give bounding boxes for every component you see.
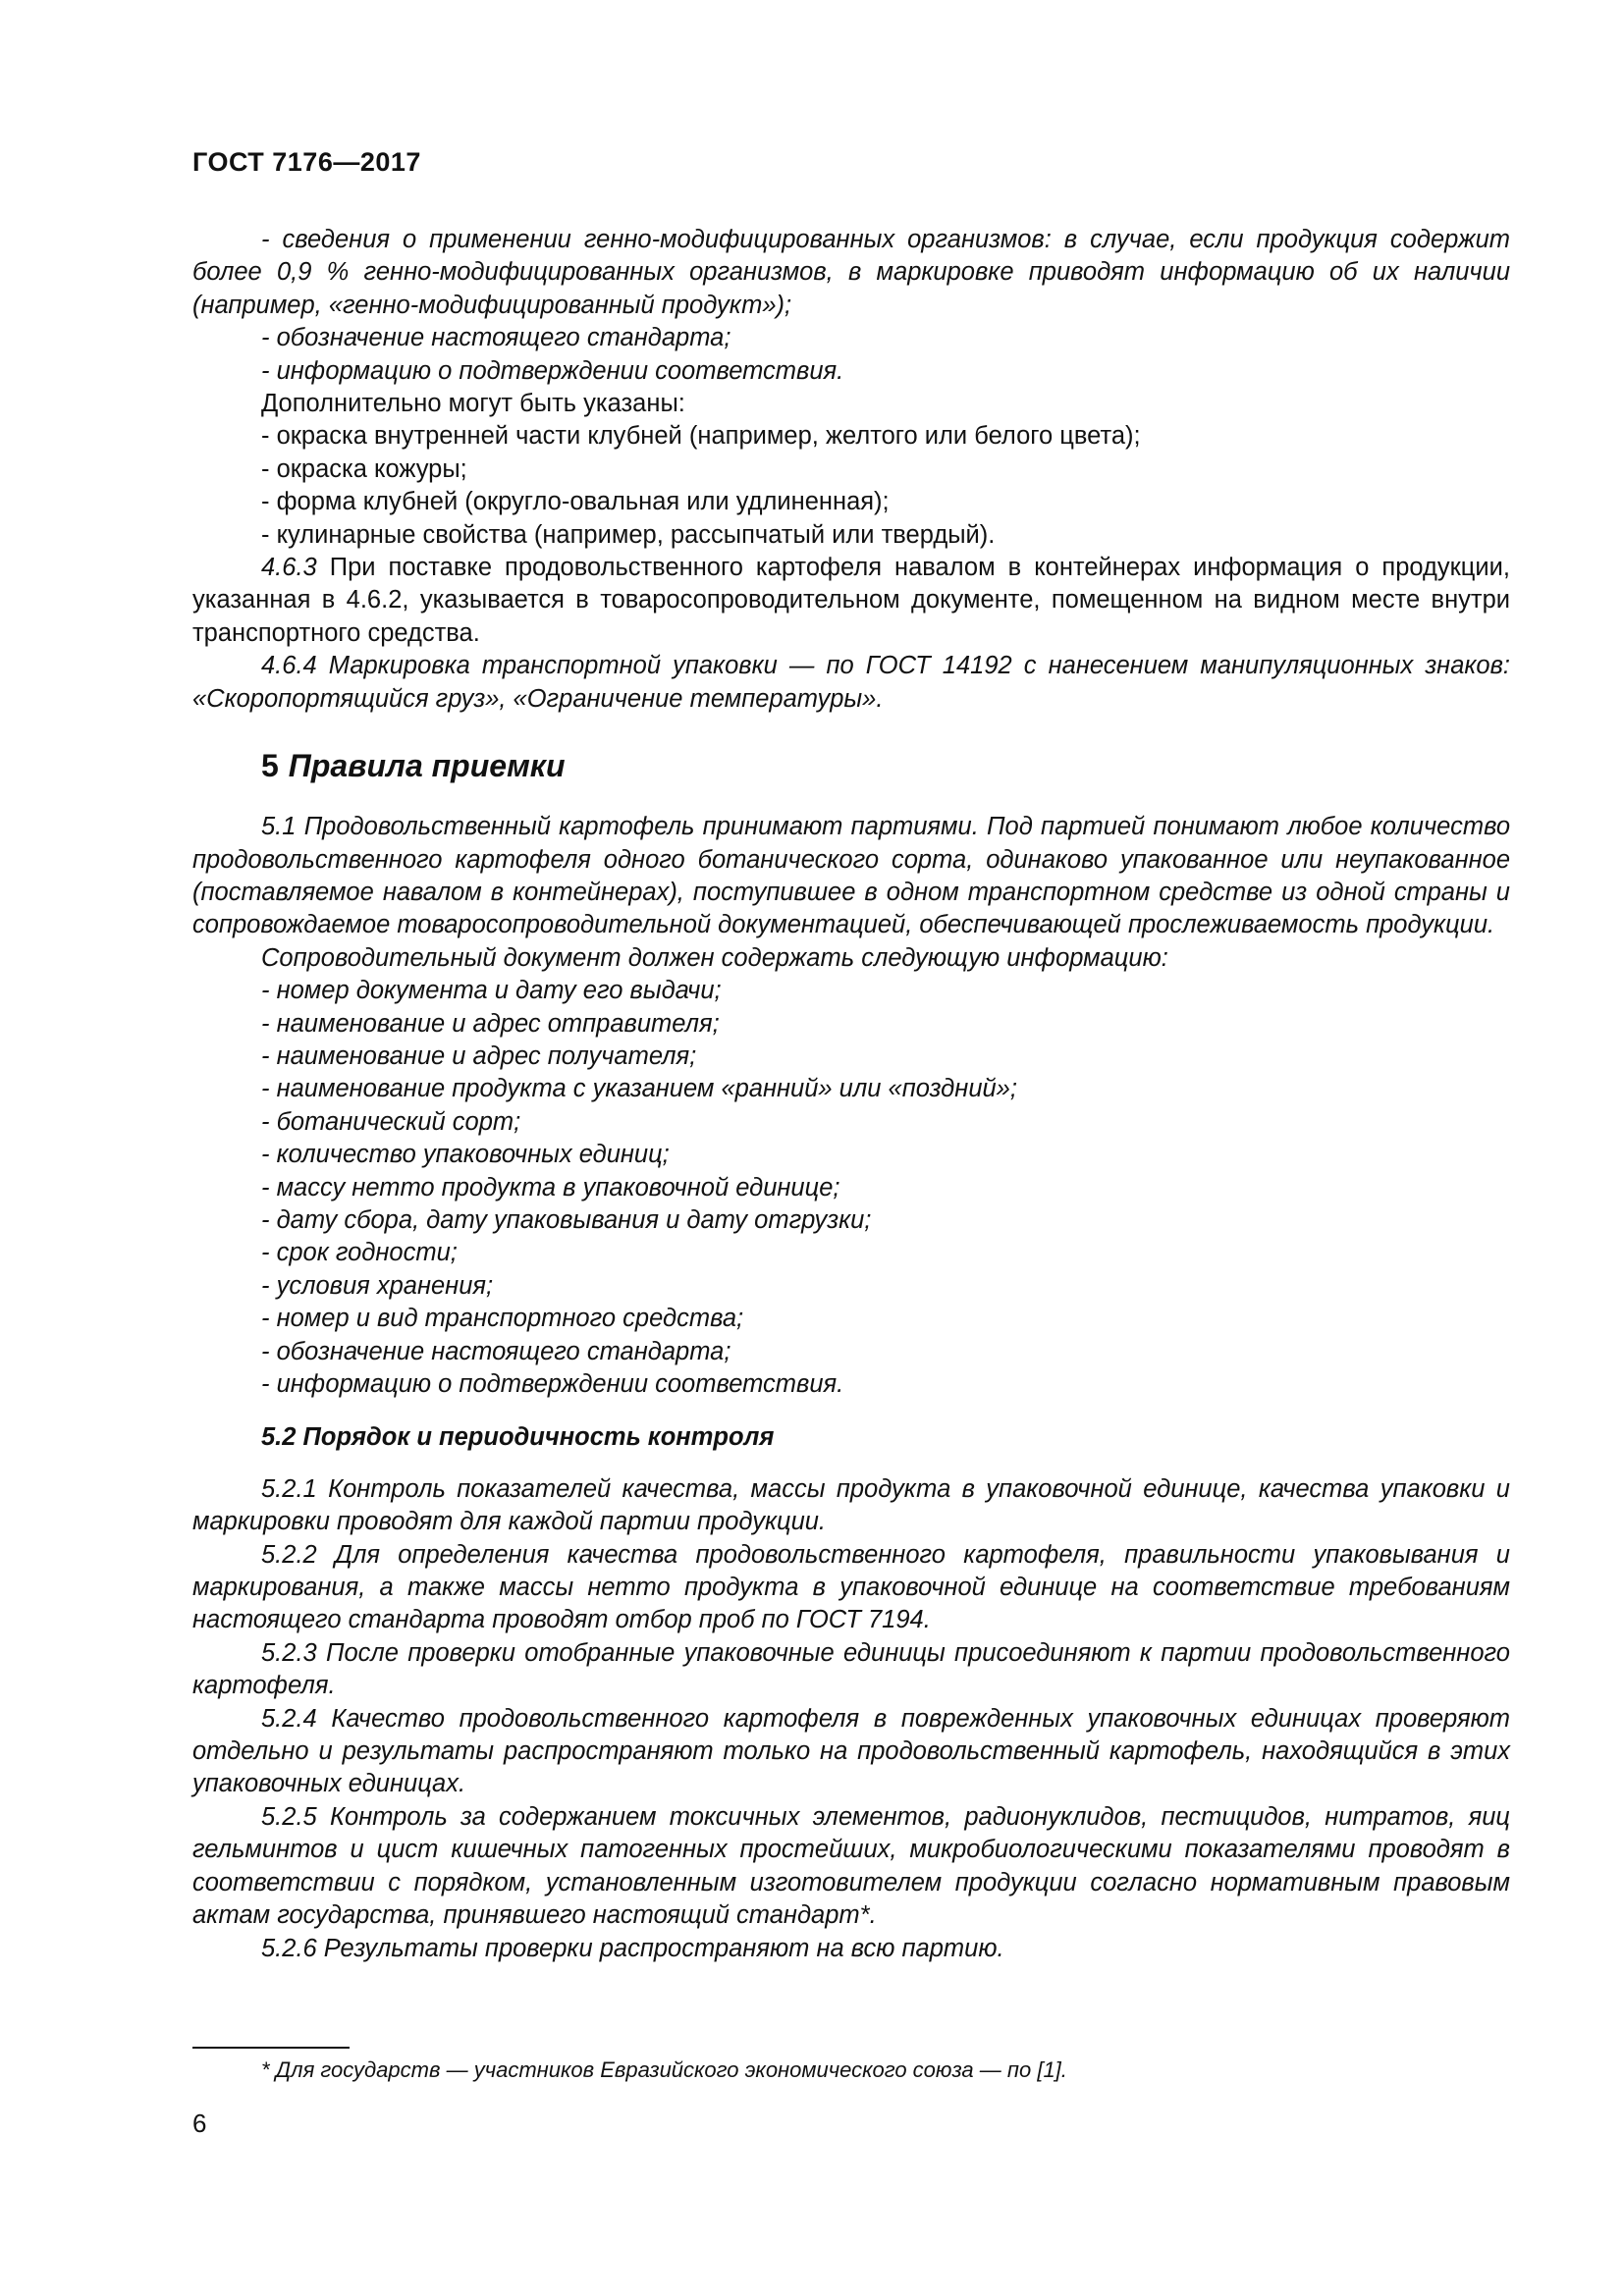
list-item: - наименование продукта с указанием «ранний» или «поздний»; bbox=[261, 1075, 1017, 1103]
document-header: ГОСТ 7176—2017 bbox=[192, 147, 421, 177]
section-heading bbox=[261, 746, 1510, 785]
list-item: - срок годности; bbox=[261, 1239, 458, 1267]
list-item: - количество упаковочных единиц; bbox=[261, 1141, 670, 1169]
paragraph-5-2-5: 5.2.5 Контроль за содержанием токсичных элементов, радионуклидов, пестицидов, нитратов, яиц гельминтов и цист кишечных патогенных простейших, микробиологическими показателями проводят в соответствии с порядком, установленным изготовителем продукции согласно нормативным правовым актам государства, принявшего настоящий стандарт*. bbox=[192, 1802, 1510, 1930]
list-item: - обозначение настоящего стандарта; bbox=[261, 324, 731, 352]
paragraph-5-2-4: 5.2.4 Качество продовольственного картофеля в поврежденных упаковочных единицах проверяют отдельно и результаты распространяют только на продовольственный картофель, находящийся в этих упаковочных единицах. bbox=[192, 1704, 1510, 1798]
section-number: 5 bbox=[261, 748, 279, 784]
list-item: - наименование и адрес отправителя; bbox=[261, 1009, 720, 1038]
paragraph-5-2-1: 5.2.1 Контроль показателей качества, массы продукта в упаковочной единице, качества упаковки и маркировки проводят для каждой партии продукции. bbox=[192, 1474, 1510, 1536]
list-item: - информацию о подтверждении соответствия. bbox=[261, 356, 844, 385]
subsection-heading: 5.2 Порядок и периодичность контроля bbox=[261, 1423, 775, 1452]
list-item: - кулинарные свойства (например, рассыпчатый или твердый). bbox=[261, 520, 996, 549]
list-item: - обозначение настоящего стандарта; bbox=[261, 1337, 731, 1365]
list-item: - информацию о подтверждении соответствия. bbox=[261, 1370, 844, 1398]
paragraph-5-2-3: 5.2.3 После проверки отобранные упаковочные единицы присоединяют к партии продовольственного картофеля. bbox=[192, 1638, 1510, 1700]
paragraph-5-1: 5.1 Продовольственный картофель принимают партиями. Под партией понимают любое количество продовольственного картофеля одного ботанического сорта, одинаково упакованное или неупакованное (поставляемое навалом в контейнерах), поступившее в одном транспортном средстве из одной страны и сопровождаемое товаросопроводительной документацией, обеспечивающей прослеживаемость продукции. bbox=[192, 813, 1510, 939]
section-title: Правила приемки bbox=[288, 748, 566, 784]
page-number: 6 bbox=[192, 2109, 207, 2138]
list-item: - номер и вид транспортного средства; bbox=[261, 1305, 744, 1333]
paragraph-4-6-4: 4.6.4 Маркировка транспортной упаковки — по ГОСТ 14192 с нанесением манипуляционных знаков: «Скоропортящийся груз», «Ограничение температуры». bbox=[192, 652, 1510, 713]
list-item: - условия хранения; bbox=[261, 1271, 494, 1300]
paragraph-5-2-2: 5.2.2 Для определения качества продовольственного картофеля, правильности упаковывания и маркирования, а также массы нетто продукта в упаковочной единице на соответствие требованиям настоящего стандарта проводят отбор проб по ГОСТ 7194. bbox=[192, 1540, 1510, 1634]
gmo-info-paragraph: - сведения о применении генно-модифицированных организмов: в случае, если продукция содержит более 0,9 % генно-модифицированных организмов, в маркировке приводят информацию об их наличии (например, «генно-модифицированный продукт»); bbox=[192, 226, 1510, 319]
clause-number: 4.6.3 bbox=[261, 554, 317, 582]
list-item: - номер документа и дату его выдачи; bbox=[261, 977, 722, 1005]
footnote-separator bbox=[192, 2047, 350, 2049]
document-intro: Сопроводительный документ должен содержать следующую информацию: bbox=[261, 943, 1168, 972]
footnote: * Для государств — участников Евразийского экономического союза — по [1]. bbox=[261, 2057, 1067, 2082]
list-item: - наименование и адрес получателя; bbox=[261, 1041, 697, 1070]
page-content bbox=[192, 224, 1510, 1965]
list-item: - ботанический сорт; bbox=[261, 1107, 521, 1136]
list-item: - дату сбора, дату упаковывания и дату отгрузки; bbox=[261, 1205, 872, 1234]
paragraph-5-2-6: 5.2.6 Результаты проверки распространяют на всю партию. bbox=[261, 1934, 1004, 1962]
additional-intro: Дополнительно могут быть указаны: bbox=[261, 390, 685, 418]
list-item: - форма клубней (округло-овальная или удлиненная); bbox=[261, 488, 890, 516]
list-item: - окраска внутренней части клубней (например, желтого или белого цвета); bbox=[261, 422, 1141, 451]
clause-text: При поставке продовольственного картофеля навалом в контейнерах информация о продукции, указанная в 4.6.2, указывается в товаросопроводительном документе, помещенном на видном месте внутри транспортного средства. bbox=[192, 554, 1510, 647]
list-item: - окраска кожуры; bbox=[261, 454, 467, 483]
paragraph-4-6-3 bbox=[192, 552, 1510, 650]
list-item: - массу нетто продукта в упаковочной единице; bbox=[261, 1173, 840, 1201]
